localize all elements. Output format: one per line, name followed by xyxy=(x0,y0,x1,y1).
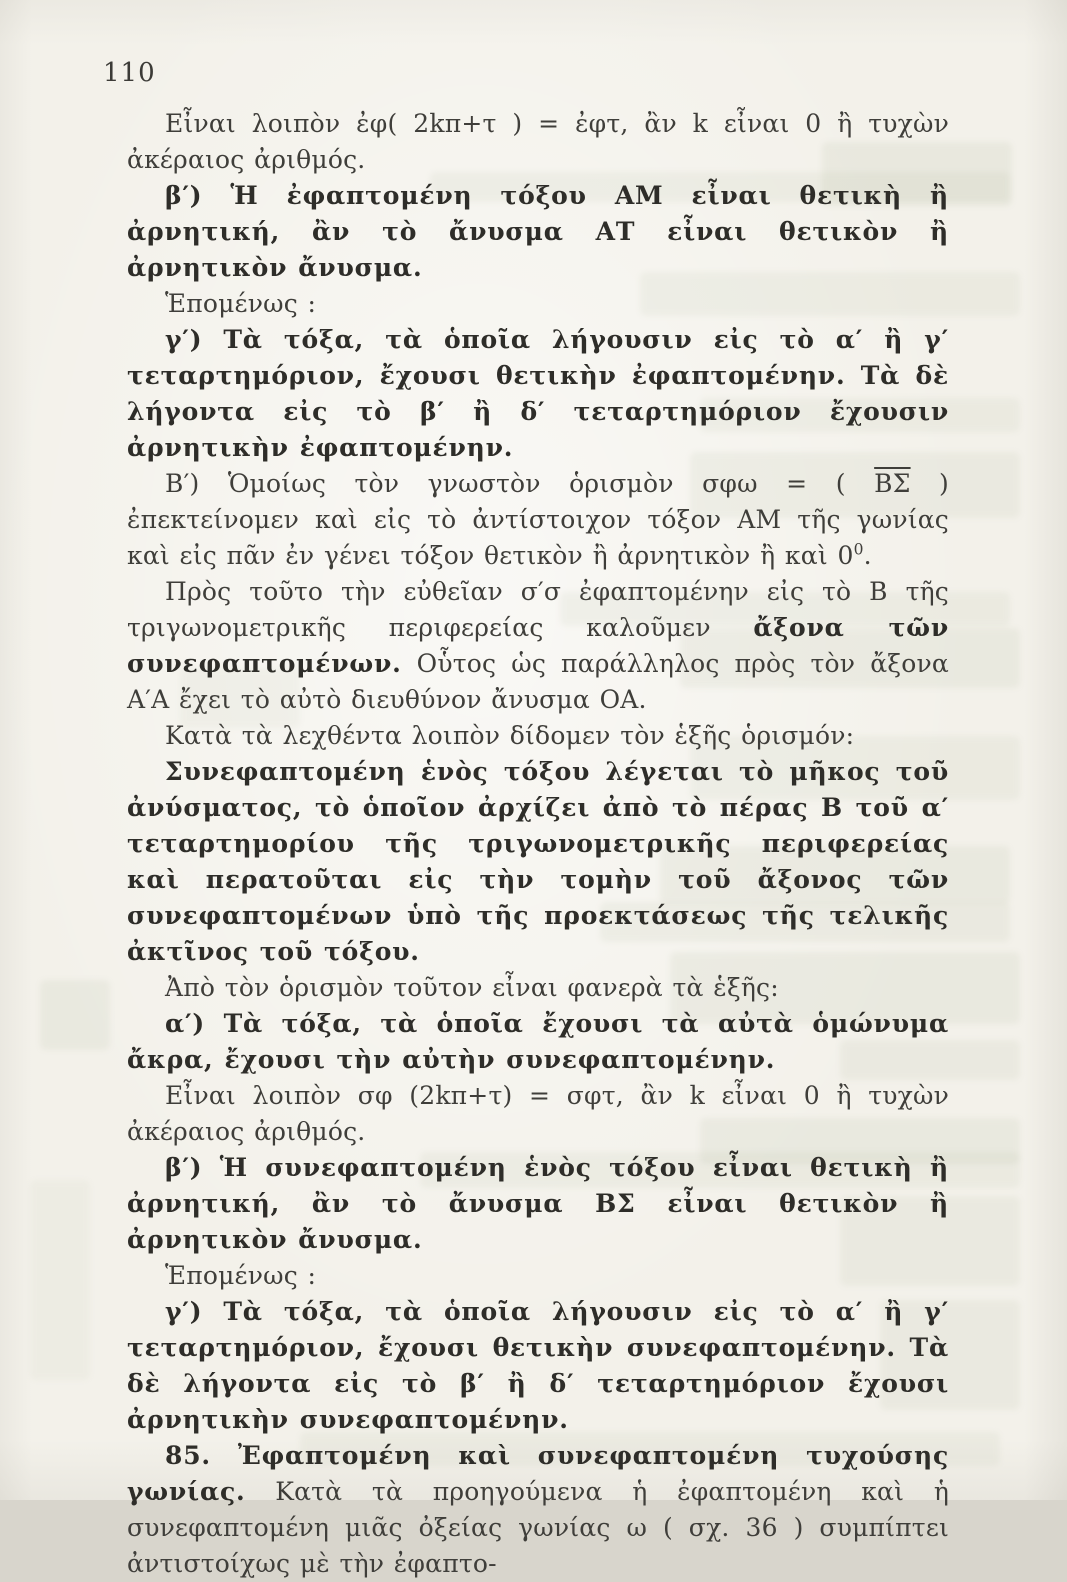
text-run: Β′) Ὁμοίως τὸν γνωστὸν ὁρισμὸν σφω = ( xyxy=(165,469,875,498)
paragraph xyxy=(127,1258,949,1294)
text-block xyxy=(127,106,949,1582)
text-run: γ′) Τὰ τόξα, τὰ ὁποῖα λήγουσιν εἰς τὸ α′ ἢ γ′ τεταρτημόριον, ἔχουσι θετικὴν ἐφαπτομένην. Τὰ δὲ λήγοντα εἰς τὸ β′ ἢ δ′ τεταρτημόριον ἔχουσιν ἀρνητικὴν ἐφαπτομένην. xyxy=(127,325,949,462)
text-run: Εἶναι λοιπὸν ἐφ( 2kπ+τ ) = ἐφτ, ἂν k εἶναι 0 ἢ τυχὼν ἀκέραιος ἀριθμός. xyxy=(127,109,949,174)
text-run: $\overline{B\Sigma}$ xyxy=(874,469,911,498)
paragraph xyxy=(127,1438,949,1582)
page-number: 110 xyxy=(103,58,156,88)
paragraph xyxy=(127,178,949,286)
text-run: β′) Ἡ συνεφαπτομένη ἑνὸς τόξου εἶναι θετικὴ ἢ ἀρνητική, ἂν τὸ ἄνυσμα ΒΣ εἶναι θετικὸν ἢ ἀρνητικὸν ἄνυσμα. xyxy=(127,1153,949,1254)
text-run: Οὗτος ὡς παράλληλος πρὸς τὸν ἄξονα Α′Α ἔχει τὸ αὐτὸ διευθύνον ἄνυσμα ΟΑ. xyxy=(127,649,949,714)
paragraph xyxy=(127,1150,949,1258)
paragraph xyxy=(127,1294,949,1438)
paragraph xyxy=(127,574,949,718)
text-run: Κατὰ τὰ προηγούμενα ἡ ἐφαπτομένη καὶ ἡ συνεφαπτομένη μιᾶς ὀξείας γωνίας ω ( σχ. 36 ) συμπίπτει ἀντιστοίχως μὲ τὴν ἐφαπτο- xyxy=(127,1477,949,1578)
paragraph xyxy=(127,286,949,322)
text-run: γ′) Τὰ τόξα, τὰ ὁποῖα λήγουσιν εἰς τὸ α′ ἢ γ′ τεταρτημόριον, ἔχουσι θετικὴν συνεφαπτομένην. Τὰ δὲ λήγοντα εἰς τὸ β′ ἢ δ′ τεταρτημόριον ἔχουσι ἀρνητικὴν συνεφαπτομένην. xyxy=(127,1297,949,1434)
text-run: Εἶναι λοιπὸν σφ (2kπ+τ) = σφτ, ἂν k εἶναι 0 ἢ τυχὼν ἀκέραιος ἀριθμός. xyxy=(127,1081,949,1146)
text-run: Κατὰ τὰ λεχθέντα λοιπὸν δίδομεν τὸν ἑξῆς ὁρισμόν: xyxy=(165,721,855,750)
text-run: α′) Τὰ τόξα, τὰ ὁποῖα ἔχουσι τὰ αὐτὰ ὁμώνυμα ἄκρα, ἔχουσι τὴν αὐτὴν συνεφαπτομένην. xyxy=(127,1009,949,1074)
text-run: ἄξονα τῶν συνεφαπτομένων. xyxy=(127,613,950,678)
paragraph xyxy=(127,754,949,970)
text-run: . xyxy=(863,541,872,570)
text-run: ) ἐπεκτείνομεν καὶ εἰς τὸ ἀντίστοιχον τόξον ΑΜ τῆς γωνίας καὶ εἰς πᾶν ἐν γένει τόξον θετικὸν ἢ ἀρνητικὸν ἢ καὶ 0 xyxy=(127,469,950,570)
scan-bleed-artifact xyxy=(40,980,110,1050)
scan-bleed-artifact xyxy=(30,1180,90,1380)
paragraph xyxy=(127,322,949,466)
text-run: Συνεφαπτομένη ἑνὸς τόξου λέγεται τὸ μῆκος τοῦ ἀνύσματος, τὸ ὁποῖον ἀρχίζει ἀπὸ τὸ πέρας Β τοῦ α′ τεταρτημορίου τῆς τριγωνομετρικῆς περιφερείας καὶ περατοῦται εἰς τὴν τομὴν τοῦ ἄξονος τῶν συνεφαπτομένων ὑπὸ τῆς προεκτάσεως τῆς τελικῆς ἀκτῖνος τοῦ τόξου. xyxy=(127,757,949,966)
text-run: Ἀπὸ τὸν ὁρισμὸν τοῦτον εἶναι φανερὰ τὰ ἑξῆς: xyxy=(165,973,779,1002)
paragraph xyxy=(127,970,949,1006)
text-run: Πρὸς τοῦτο τὴν εὐθεῖαν σ′σ ἐφαπτομένην εἰς τὸ Β τῆς τριγωνομετρικῆς περιφερείας καλοῦμεν xyxy=(127,577,949,642)
text-run: 85. Ἐφαπτομένη καὶ συνεφαπτομένη τυχούσης γωνίας. xyxy=(127,1441,949,1506)
text-run: Ἑπομένως : xyxy=(165,289,317,318)
paragraph xyxy=(127,466,949,574)
paragraph xyxy=(127,1006,949,1078)
paragraph xyxy=(127,1078,949,1150)
paragraph xyxy=(127,106,949,178)
paragraph xyxy=(127,718,949,754)
text-run: Ἑπομένως : xyxy=(165,1261,317,1290)
text-run: 0 xyxy=(853,540,864,559)
text-run: β′) Ἡ ἐφαπτομένη τόξου ΑΜ εἶναι θετικὴ ἢ ἀρνητική, ἂν τὸ ἄνυσμα ΑΤ εἶναι θετικὸν ἢ ἀρνητικὸν ἄνυσμα. xyxy=(127,181,949,282)
